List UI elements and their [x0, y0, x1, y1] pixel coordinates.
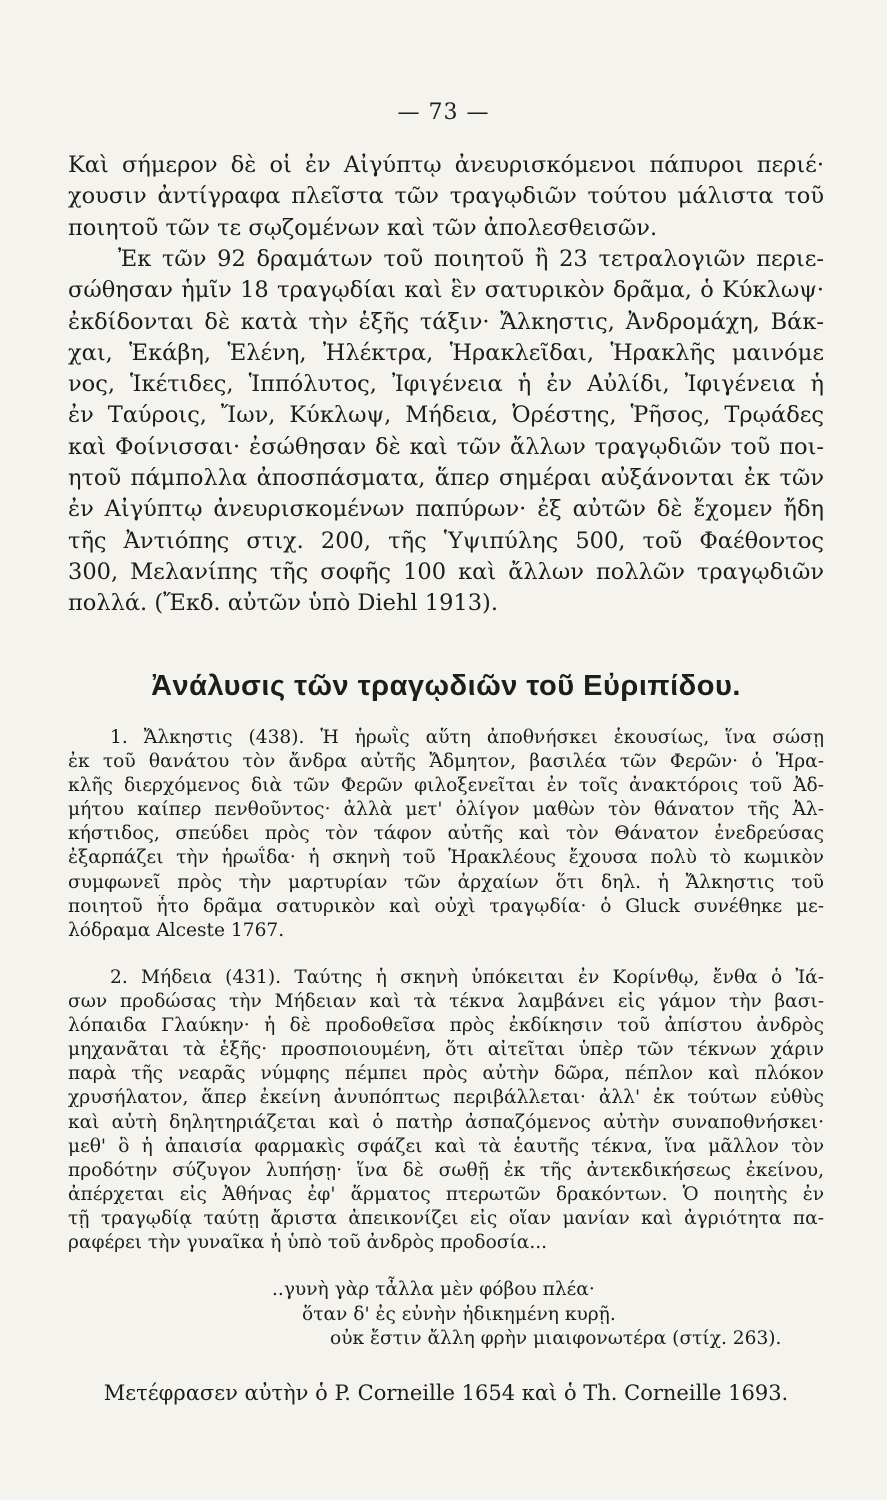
text-line: ητοῦ πάμπολλα ἀποσπάσματα, ἅπερ σημέραι αὐξάνονται ἐκ τῶν [68, 465, 824, 492]
text-line: χαι, Ἑκάβη, Ἑλένη, Ἠλέκτρα, Ἡρακλεῖδαι, Ἡρακλῆς μαινόμε [68, 339, 824, 366]
text-line: καὶ Φοίνισσαι· ἐσώθησαν δὲ καὶ τῶν ἄλλων τραγῳδιῶν τοῦ ποι- [68, 433, 824, 460]
verse-line: οὐκ ἔστιν ἄλλη φρὴν μιαιφονωτέρα (στίχ. 263). [330, 1328, 782, 1349]
verse-line: ..γυνὴ γὰρ τἆλλα μὲν φόβου πλέα· [272, 1279, 595, 1300]
text-line: σων προδώσας τὴν Μήδειαν καὶ τὰ τέκνα λαμβάνει εἰς γάμον τὴν βασι- [68, 991, 824, 1013]
text-line: ποιητοῦ τῶν τε σῳζομένων καὶ τῶν ἀπολεσθεισῶν. [68, 214, 658, 241]
translation-note: Μετέφρασεν αὐτὴν ὁ P. Corneille 1654 καὶ ὁ Th. Corneille 1693. [103, 1381, 789, 1405]
text-line: ραφέρει τὴν γυναῖκα ἡ ὑπὸ τοῦ ἀνδρὸς προδοσία... [68, 1232, 548, 1254]
text-line: ἐξαρπάζει τὴν ἡρωΐδα· ἡ σκηνὴ τοῦ Ἡρακλέους ἔχουσα πολὺ τὸ κωμικὸν [68, 847, 824, 869]
text-line: προδότην σύζυγον λυπήσῃ· ἵνα δὲ σωθῇ ἐκ τῆς ἀντεκδικήσεως ἐκείνου, [68, 1159, 824, 1181]
text-line: χουσιν ἀντίγραφα πλεῖστα τῶν τραγῳδιῶν τούτου μάλιστα τοῦ [68, 183, 824, 210]
text-line: μήτου καίπερ πενθοῦντος· ἀλλὰ μετ' ὀλίγον μαθὼν τὸν θάνατον τῆς Ἀλ- [68, 799, 824, 821]
text-line: μεθ' ὃ ἡ ἀπαισία φαρμακὶς σφάζει καὶ τὰ ἑαυτῆς τέκνα, ἵνα μᾶλλον τὸν [68, 1135, 824, 1157]
text-line: ἐν Ταύροις, Ἴων, Κύκλωψ, Μήδεια, Ὀρέστης, Ῥῆσος, Τρῳάδες [68, 402, 824, 429]
text-line: σώθησαν ἡμῖν 18 τραγῳδίαι καὶ ἓν σατυρικὸν δρᾶμα, ὁ Κύκλωψ· [68, 277, 824, 304]
text-line: ἀπέρχεται εἰς Ἀθήνας ἐφ' ἅρματος πτερωτῶν δρακόντων. Ὁ ποιητὴς ἐν [68, 1183, 824, 1205]
text-line: νος, Ἱκέτιδες, Ἱππόλυτος, Ἰφιγένεια ἡ ἐν Αὐλίδι, Ἰφιγένεια ἡ [68, 371, 824, 398]
text-line: μηχανᾶται τὰ ἑξῆς· προσποιουμένη, ὅτι αἰτεῖται ὑπὲρ τῶν τέκνων χάριν [68, 1039, 824, 1061]
text-line: λόδραμα Alceste 1767. [68, 919, 285, 941]
verse-line: ὅταν δ' ἐς εὐνὴν ἠδικημένη κυρῇ. [302, 1304, 616, 1325]
text-line: 1. Ἄλκηστις (438). Ἡ ἡρωῒς αὕτη ἀποθνήσκει ἑκουσίως, ἵνα σώσῃ [110, 727, 824, 748]
text-line: κλῆς διερχόμενος διὰ τῶν Φερῶν φιλοξενεῖται ἐν τοῖς ἀνακτόροις τοῦ Ἀδ- [68, 775, 824, 797]
text-line: συμφωνεῖ πρὸς τὴν μαρτυρίαν τῶν ἀρχαίων ὅτι δηλ. ἡ Ἄλκηστις τοῦ [68, 871, 824, 893]
paragraph-dramas [68, 244, 824, 620]
text-line: ἐκδίδονται δὲ κατὰ τὴν ἑξῆς τάξιν· Ἄλκηστις, Ἀνδρομάχη, Βάκ- [68, 308, 824, 335]
text-line: τῇ τραγῳδίᾳ ταύτῃ ἄριστα ἀπεικονίζει εἰς οἵαν μανίαν καὶ ἀγριότητα πα- [68, 1207, 824, 1229]
text-line: χρυσήλατον, ἅπερ ἐκείνη ἀνυπόπτως περιβάλλεται· ἀλλ' ἐκ τούτων εὐθὺς [68, 1087, 824, 1109]
text-line: 2. Μήδεια (431). Ταύτης ἡ σκηνὴ ὑπόκειται ἐν Κορίνθῳ, ἔνθα ὁ Ἰά- [110, 967, 824, 988]
text-line: 300, Μελανίπης τῆς σοφῆς 100 καὶ ἄλλων πολλῶν τραγῳδιῶν [68, 558, 824, 585]
text-line: κήστιδος, σπεύδει πρὸς τὸν τάφον αὐτῆς καὶ τὸν Θάνατον ἐνεδρεύσας [68, 823, 824, 845]
paragraph-medea [68, 966, 824, 1255]
paragraph-papyri [68, 150, 824, 244]
text-line: τῆς Ἀντιόπης στιχ. 200, τῆς Ὑψιπύλης 500, τοῦ Φαέθοντος [68, 527, 824, 554]
text-line: Ἐκ τῶν 92 δραμάτων τοῦ ποιητοῦ ἢ 23 τετραλογιῶν περιε- [118, 246, 824, 272]
section-heading: Ἀνάλυσις τῶν τραγῳδιῶν τοῦ Εὐριπίδου. [151, 670, 741, 702]
text-line: ἐν Αἰγύπτῳ ἀνευρισκομένων παπύρων· ἐξ αὐτῶν δὲ ἔχομεν ἤδη [68, 496, 824, 523]
text-line: ποιητοῦ ἦτο δρᾶμα σατυρικὸν καὶ οὐχὶ τραγῳδία· ὁ Gluck συνέθηκε με- [68, 895, 824, 917]
page-number: — 73 — [397, 100, 490, 125]
text-line: ἐκ τοῦ θανάτου τὸν ἄνδρα αὐτῆς Ἄδμητον, βασιλέα τῶν Φερῶν· ὁ Ἡρα- [68, 751, 824, 773]
paragraph-alcestis [68, 726, 824, 943]
text-line: πολλά. (Ἔκδ. αὐτῶν ὑπὸ Diehl 1913). [68, 590, 498, 617]
text-line: παρὰ τῆς νεαρᾶς νύμφης πέμπει πρὸς αὐτὴν δῶρα, πέπλον καὶ πλόκον [68, 1063, 824, 1085]
text-line: καὶ αὐτὴ δηλητηριάζεται καὶ ὁ πατὴρ ἀσπαζόμενος αὐτὴν συναποθνήσκει· [68, 1111, 824, 1133]
text-line: Καὶ σήμερον δὲ οἱ ἐν Αἰγύπτῳ ἀνευρισκόμενοι πάπυροι περιέ· [68, 152, 824, 178]
text-line: λόπαιδα Γλαύκην· ἡ δὲ προδοθεῖσα πρὸς ἐκδίκησιν τοῦ ἀπίστου ἀνδρὸς [68, 1015, 824, 1037]
